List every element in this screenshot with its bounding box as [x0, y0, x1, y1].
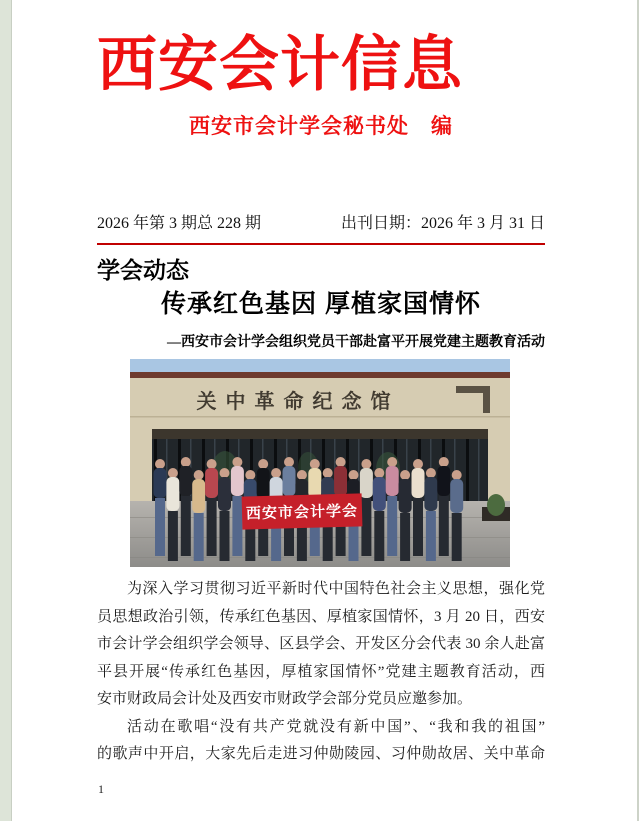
person-silhouette	[399, 470, 412, 561]
small-tree	[487, 494, 505, 516]
person-silhouette	[386, 457, 399, 556]
body-text-line: 为深入学习贯彻习近平新时代中国特色社会主义思想，强化党	[127, 581, 545, 597]
body-text-line: 活动在歌唱“没有共产党就没有新中国”、“我和我的祖国”	[127, 718, 545, 735]
banner-group	[242, 493, 363, 529]
person-silhouette	[218, 468, 231, 561]
body-text-line: 安市财政局会计处及西安市财政学会部分党员应邀参加。	[97, 691, 473, 707]
window-edge-left	[0, 0, 12, 821]
page-content	[97, 0, 545, 769]
building-sign-text: 关中革命纪念馆	[196, 391, 400, 413]
person-silhouette	[205, 459, 218, 556]
publish-date: 出刊日期：2026 年 3 月 31 日	[340, 215, 545, 232]
article-title: 传承红色基因 厚植家国情怀	[161, 290, 481, 318]
person-silhouette	[179, 457, 192, 556]
issue-bar	[97, 214, 545, 234]
body-text	[97, 576, 545, 769]
article-photo	[130, 359, 510, 567]
masthead-title: 西安会计信息	[97, 32, 463, 98]
building-cornice	[130, 372, 510, 378]
body-text-line: 的歌声中开启，大家先后走进习仲勋陵园、习仲勋故居、关中革命	[97, 746, 545, 762]
section-header: 学会动态	[97, 257, 189, 283]
body-text-line: 员思想政治引领，传承红色基因、厚植家国情怀，3 月 20 日，西安	[97, 608, 545, 625]
person-silhouette	[412, 459, 425, 556]
masthead-subtitle: 西安市会计学会秘书处 编	[189, 114, 453, 138]
entrance-eave	[152, 429, 488, 439]
person-silhouette	[437, 457, 450, 556]
person-silhouette	[192, 470, 205, 561]
person-silhouette	[154, 459, 167, 556]
person-silhouette	[373, 468, 386, 561]
person-silhouette	[424, 468, 437, 561]
person-silhouette	[166, 468, 179, 561]
person-silhouette	[450, 470, 463, 561]
page-number: 1	[98, 782, 104, 796]
body-text-line: 平县开展“传承红色基因，厚植家国情怀”党建主题教育活动，西	[97, 663, 545, 680]
banner-text: 西安市会计学会	[245, 502, 359, 523]
issue-number: 2026 年第 3 期总 228 期	[97, 215, 262, 232]
red-divider-rule	[97, 243, 545, 245]
article-byline: —西安市会计学会组织党员干部赴富平开展党建主题教育活动	[167, 335, 545, 350]
wall-seam	[130, 416, 510, 418]
body-text-line: 市会计学会组织学会领导、区县学会、开发区分会代表 30 余人赴富	[97, 636, 545, 652]
